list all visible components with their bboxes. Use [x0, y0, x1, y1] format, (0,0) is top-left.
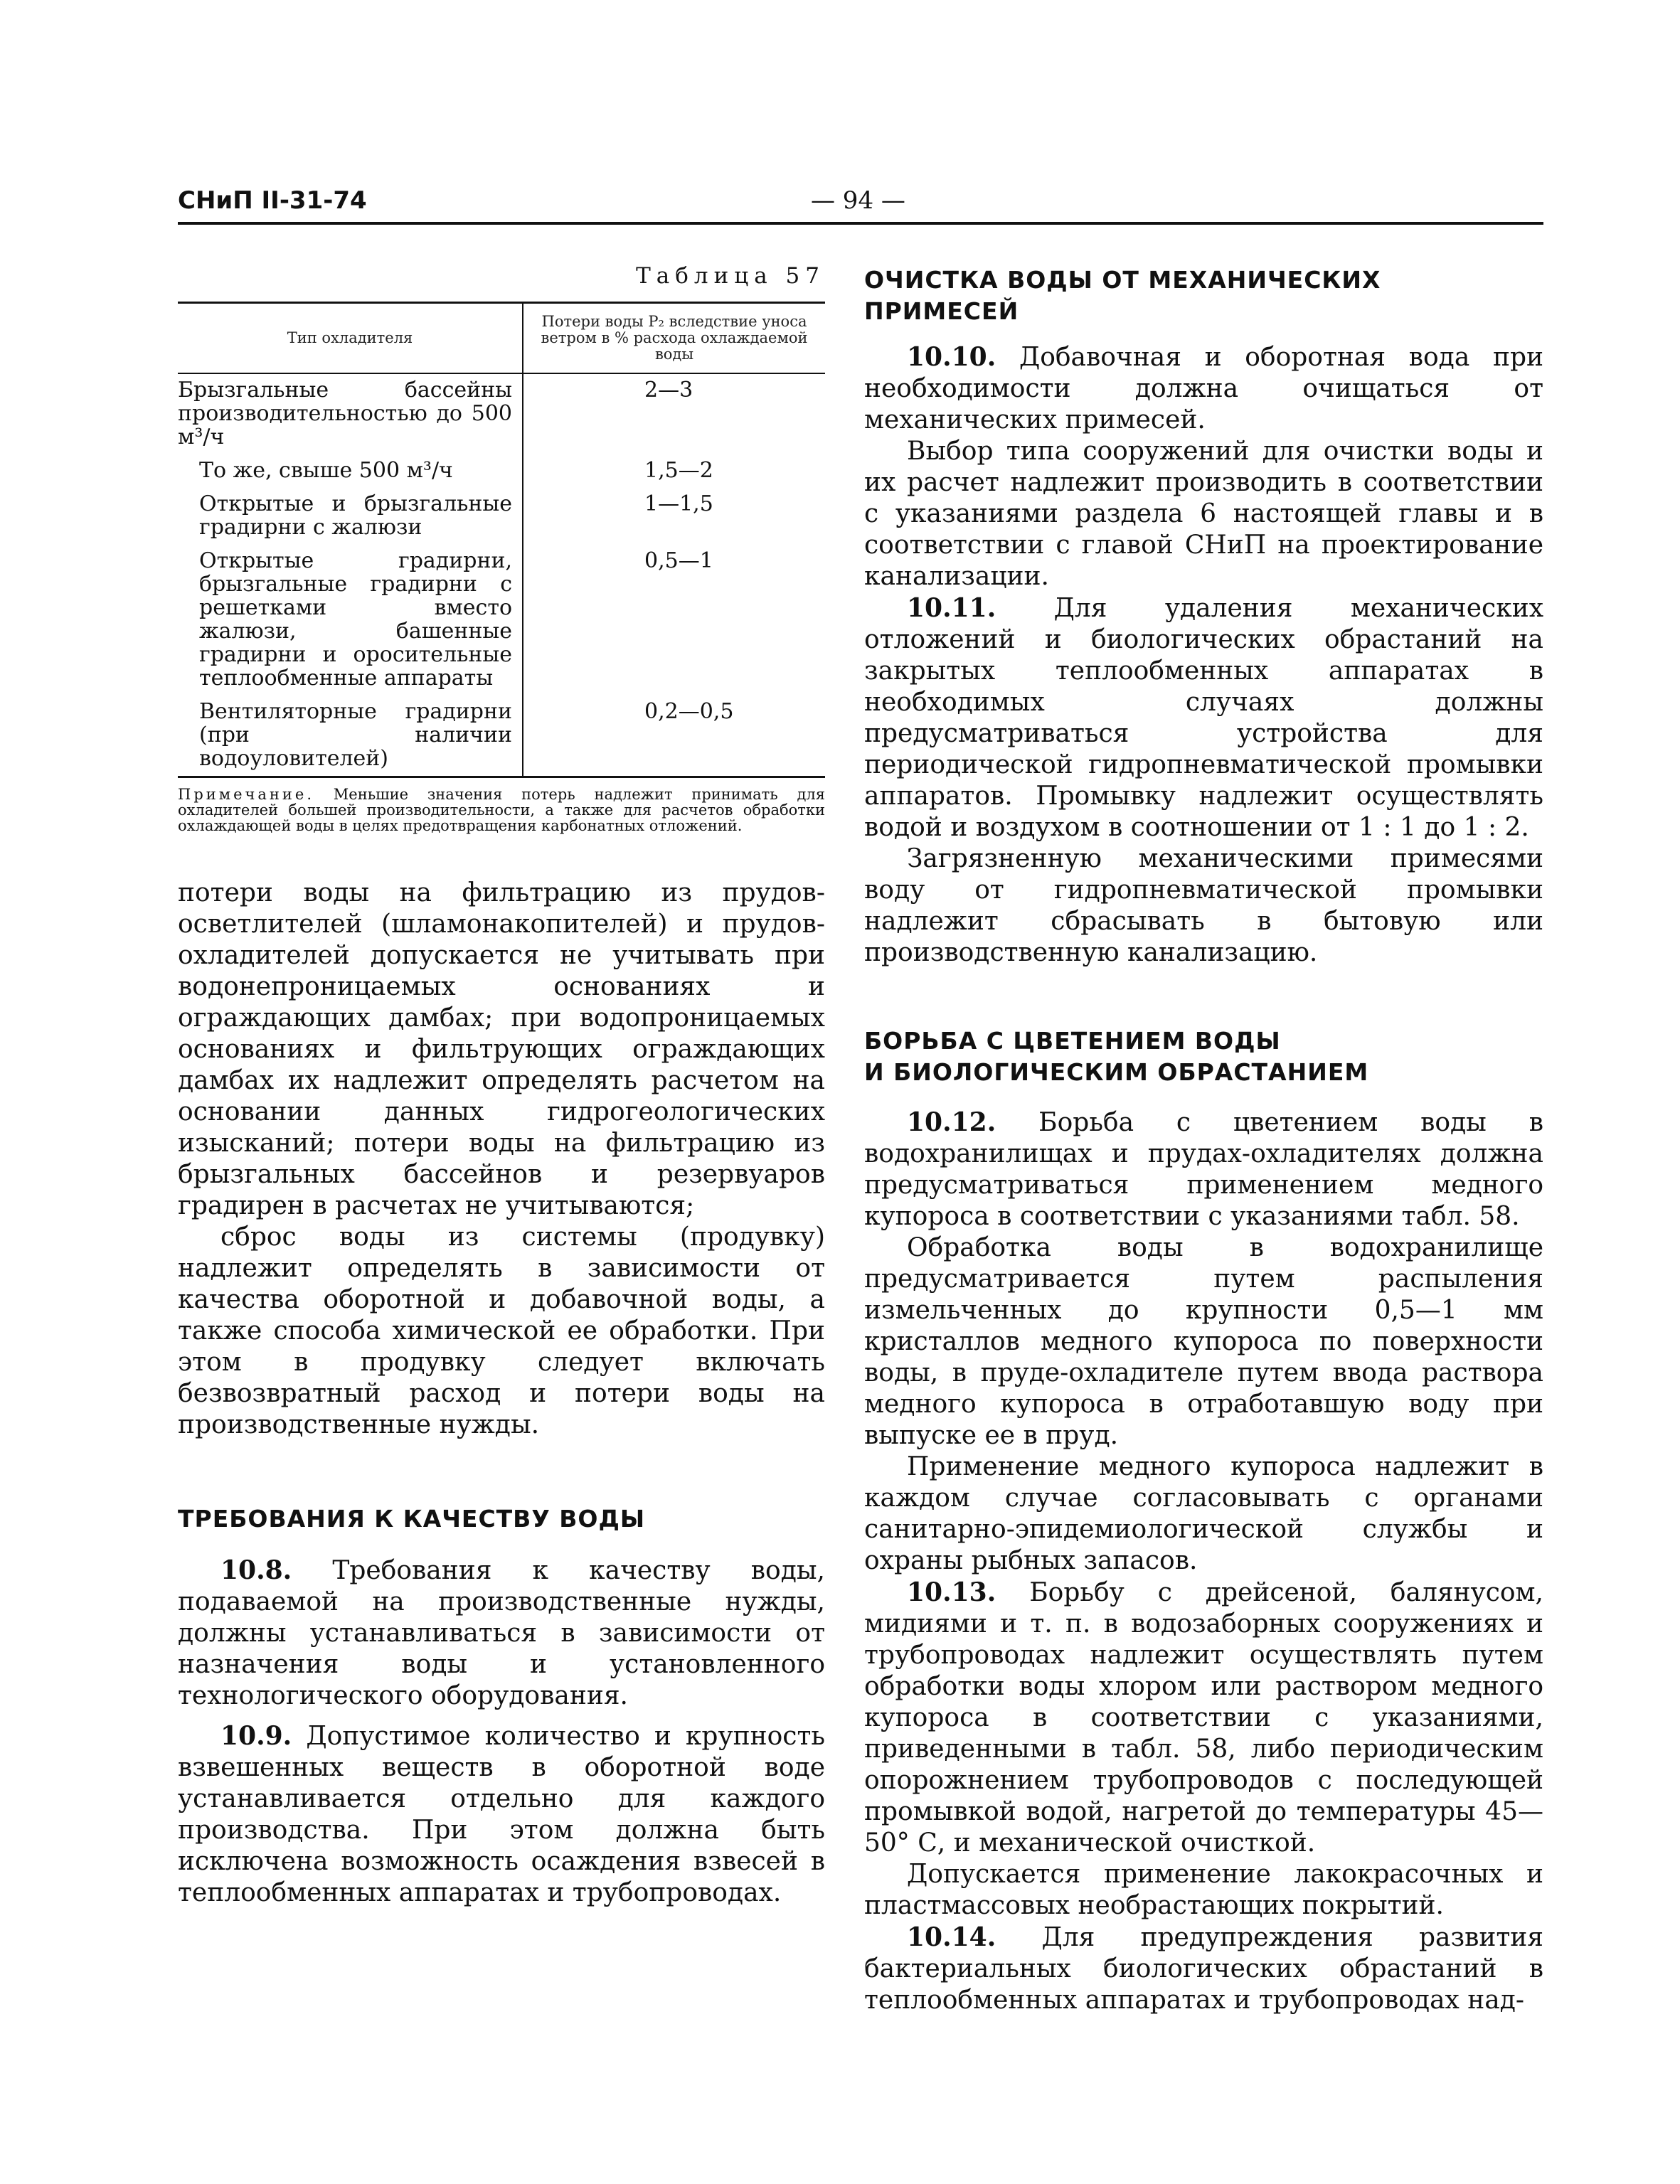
- header-rule: [178, 222, 1543, 225]
- paragraph-10-10-b: Выбор типа сооружений для очистки воды и их расчет надлежит производить в соответствии с указаниями раздела 6 настоящей главы и в соответствии с главой СНиП на проектирование канализации.: [864, 437, 1543, 591]
- paragraph-blowdown: сброс воды из системы (продувку) надлежит определять в зависимости от качества оборотной и добавочной воды, а также способа химической ее обработки. При этом в продувку следует включать безвозвратный расход и потери воды на производственные нужды.: [178, 1222, 825, 1439]
- paragraph-10-11-b: Загрязненную механическими примесями воду от гидропневматической промывки надлежит сбрасывать в бытовую или производственную канализацию.: [864, 844, 1543, 967]
- section-heading-water-quality: ТРЕБОВАНИЯ К КАЧЕСТВУ ВОДЫ: [178, 1505, 646, 1533]
- clause-text: Борьба с цветением воды в водохранилищах и прудах-охладителях должна предусматриваться применением медного купороса в соответствии с указаниями табл. 58.: [864, 1108, 1543, 1231]
- clause-number: 10.13.: [907, 1577, 996, 1607]
- table-row: [178, 373, 825, 454]
- table-row: [178, 696, 825, 777]
- paragraph-10-10: [864, 341, 1543, 436]
- table-note-text: Меньшие значения потерь надлежит принимать для охладителей большей производительности, а также для расчетов обработки охлаждающей воды в целях предотвращения карбонатных отложений.: [178, 786, 825, 834]
- clause-number: 10.9.: [220, 1721, 292, 1751]
- heading-line: БОРЬБА С ЦВЕТЕНИЕМ ВОДЫ: [864, 1027, 1281, 1055]
- table-57: [178, 302, 825, 778]
- paragraph-10-12-b: Обработка воды в водохранилище предусматривается путем распыления измельченных до крупности 0,5—1 мм кристаллов медного купороса по поверхности воды, в пруде-охладителе путем ввода раствора медного купороса в отработавшую воду при выпуске ее в пруд.: [864, 1233, 1543, 1450]
- table-row: [178, 454, 825, 488]
- clause-text: Требования к качеству воды, подаваемой на производственные нужды, должны устанавливаться в зависимости от назначения воды и установленного технологического оборудования.: [178, 1556, 825, 1710]
- paragraph-10-13-b: Допускается применение лакокрасочных и пластмассовых необрастающих покрытий.: [864, 1860, 1543, 1920]
- table-row: [178, 545, 825, 696]
- section-heading-bloom-control: [864, 1026, 1543, 1088]
- paragraph-10-14: [864, 1922, 1543, 2016]
- table-cell-value: 2—3: [523, 373, 825, 454]
- clause-number: 10.11.: [907, 593, 996, 623]
- table-cell-value: 1—1,5: [523, 488, 825, 545]
- section-heading-mechanical-cleaning: ОЧИСТКА ВОДЫ ОТ МЕХАНИЧЕСКИХ ПРИМЕСЕЙ: [864, 266, 1381, 325]
- table-header-losses: Потери воды P₂ вследствие уноса ветром в % расхода охлаждаемой воды: [523, 303, 825, 374]
- table-caption: Таблица 57: [636, 263, 825, 289]
- table-row: [178, 488, 825, 545]
- left-column: [178, 256, 825, 1909]
- table-cell-type: То же, свыше 500 м³/ч: [199, 458, 453, 483]
- table-note: [178, 787, 825, 833]
- clause-text: Добавочная и оборотная вода при необходимости должна очищаться от механических примесей.: [864, 343, 1543, 435]
- table-cell-type: Открытые и брызгальные градирни с жалюзи: [199, 491, 512, 540]
- table-cell-type: Вентиляторные градирни (при наличии водоуловителей): [178, 696, 523, 777]
- page-number: — 94 —: [811, 186, 905, 215]
- clause-text: Борьбу с дрейсеной, балянусом, мидиями и т. п. в водозаборных сооружениях и трубопроводах надлежит осуществлять путем обработки воды хлором или раствором медного купороса в соответствии с указаниями, приведенными в табл. 58, либо периодическим опорожнением трубопроводов с последующей промывкой водой, нагретой до температуры 45—50° С, и механической очисткой.: [864, 1578, 1543, 1858]
- table-cell-type: Брызгальные бассейны производительностью до 500 м³/ч: [178, 378, 512, 449]
- clause-text: Допустимое количество и крупность взвешенных веществ в оборотной воде устанавливается отдельно для каждого производства. При этом должна быть исключена возможность осаждения взвесей в теплообменных аппаратах и трубопроводах.: [178, 1722, 825, 1907]
- paragraph-10-9: [178, 1720, 825, 1909]
- document-code: СНиП II-31-74: [178, 186, 367, 215]
- paragraph-10-8: [178, 1555, 825, 1712]
- table-cell-value: 0,2—0,5: [523, 696, 825, 777]
- table-cell-value: 1,5—2: [523, 454, 825, 488]
- paragraph-10-12-c: Применение медного купороса надлежит в каждом случае согласовывать с органами санитарно-эпидемиологической службы и охраны рыбных запасов.: [864, 1452, 1543, 1575]
- table-note-label: Примечание.: [178, 786, 315, 803]
- paragraph-10-13: [864, 1577, 1543, 1859]
- paragraph-10-11: [864, 592, 1543, 843]
- clause-number: 10.10.: [907, 342, 996, 372]
- right-column: [864, 256, 1543, 2016]
- paragraph-10-12: [864, 1107, 1543, 1232]
- clause-text: Для предупреждения развития бактериальных биологических обрастаний в теплообменных аппаратах и трубопроводах над-: [864, 1923, 1543, 2015]
- heading-line: И БИОЛОГИЧЕСКИМ ОБРАСТАНИЕМ: [864, 1058, 1369, 1086]
- clause-number: 10.8.: [220, 1555, 292, 1585]
- clause-text: Для удаления механических отложений и биологических обрастаний на закрытых теплообменных аппаратах в необходимых случаях должны предусматриваться устройства для периодической гидропневматической промывки аппаратов. Промывку надлежит осуществлять водой и воздухом в соотношении от 1 : 1 до 1 : 2.: [864, 594, 1543, 842]
- table-cell-type: Открытые градирни, брызгальные градирни с решетками вместо жалюзи, башенные градирни и оросительные теплообменные аппараты: [199, 548, 512, 691]
- table-header-type: Тип охладителя: [178, 303, 523, 374]
- clause-number: 10.14.: [907, 1922, 996, 1952]
- table-cell-value: 0,5—1: [523, 545, 825, 696]
- clause-number: 10.12.: [907, 1107, 996, 1137]
- paragraph-filtration-losses: потери воды на фильтрацию из прудов-осветлителей (шламонакопителей) и прудов-охладителей допускается не учитывать при водонепроницаемых основаниях и ограждающих дамбах; при водопроницаемых основаниях и фильтрующих ограждающих дамбах их надлежит определять расчетом на основании данных гидрогеологических изысканий; потери воды на фильтрацию из брызгальных бассейнов и резервуаров градирен в расчетах не учитываются;: [178, 878, 825, 1220]
